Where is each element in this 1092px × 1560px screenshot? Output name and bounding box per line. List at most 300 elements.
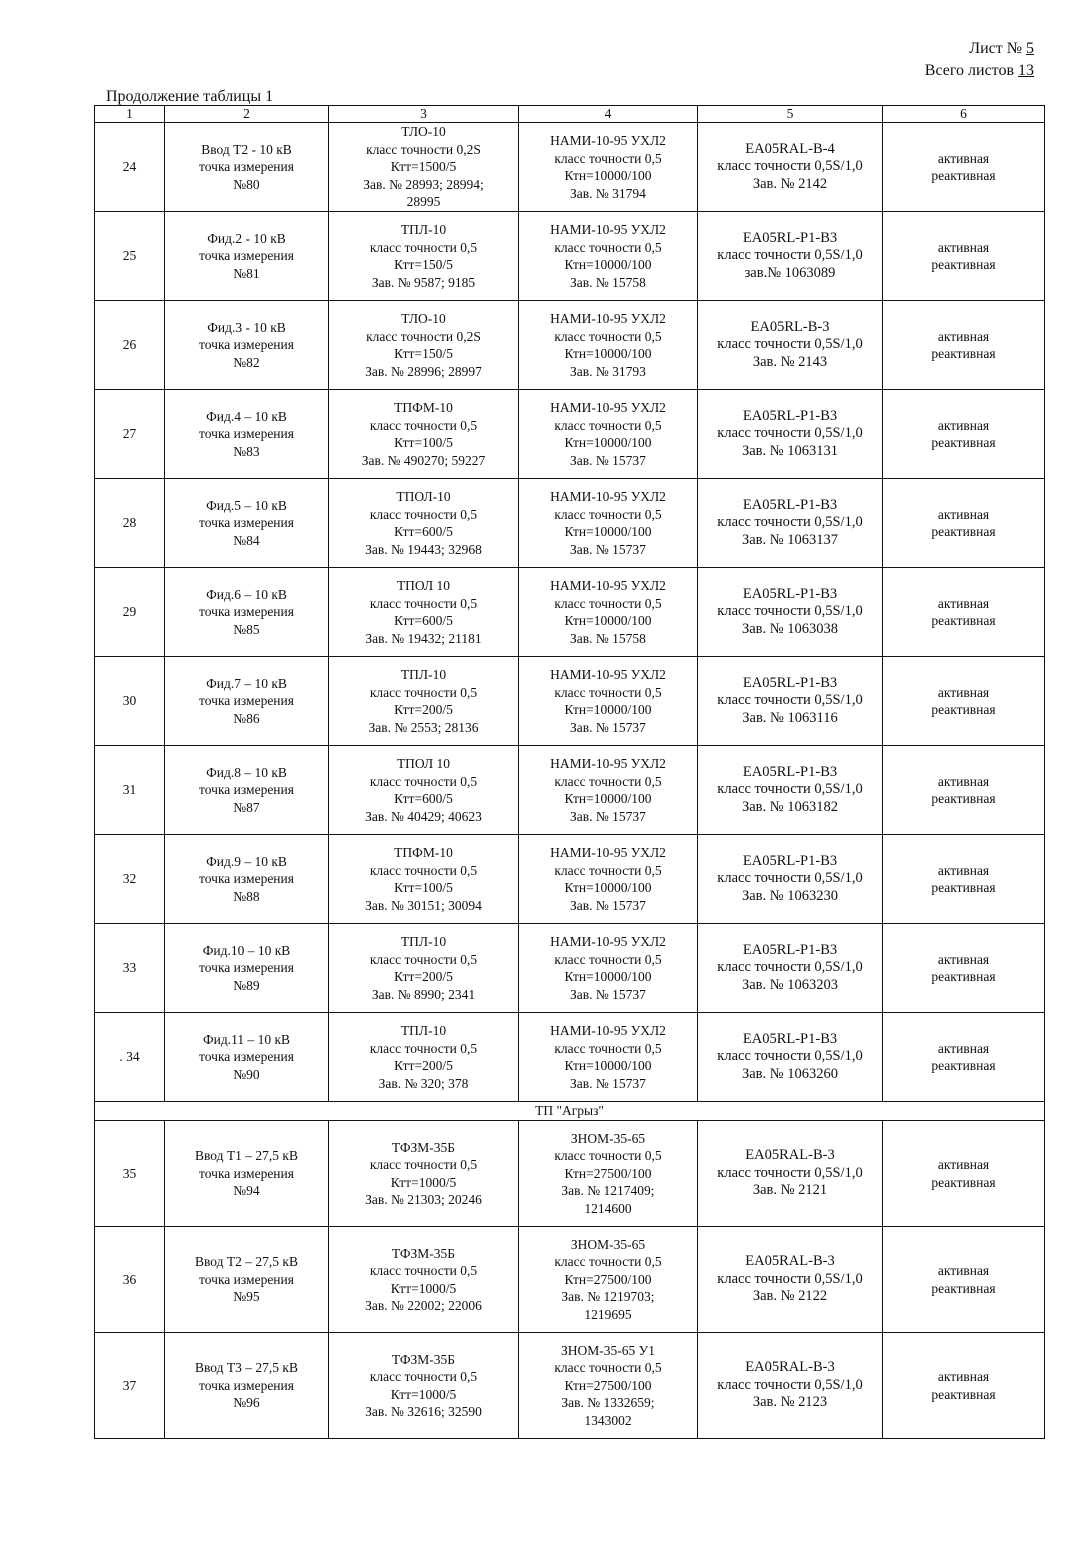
energy-type-line: активная (937, 1040, 990, 1056)
voltage-transformer-line: Ктн=27500/100 (564, 1271, 652, 1287)
meter-line: EA05RL-P1-B3 (742, 941, 838, 958)
measurement-point-cell (165, 1227, 329, 1333)
measurement-point-line: точка измерения (199, 871, 294, 887)
measurement-point-cell (165, 835, 329, 924)
table-body-main (95, 123, 1045, 1102)
energy-type-line: реактивная (931, 880, 996, 895)
table-body-section (95, 1102, 1045, 1121)
current-transformer-line: Зав. № 28996; 28997 (365, 363, 482, 379)
voltage-transformer-cell (519, 835, 698, 924)
current-transformer-cell (329, 1333, 519, 1439)
measurement-point-line: точка измерения (199, 337, 294, 353)
voltage-transformer-line: Зав. № 15737 (570, 808, 646, 824)
table-row (95, 835, 1045, 924)
current-transformer-cell (329, 1121, 519, 1227)
energy-type-line: активная (937, 1263, 990, 1278)
meter-line: зав.№ 1063089 (744, 264, 836, 281)
measurement-point-line: точка измерения (199, 159, 294, 175)
current-transformer-line: Ктт=200/5 (394, 969, 453, 984)
meter-line: класс точности 0,5S/1,0 (717, 336, 863, 353)
measurement-point-line: №95 (233, 1289, 260, 1305)
meter-line: EA05RAL-B-3 (745, 1359, 835, 1376)
voltage-transformer-line: 1214600 (584, 1200, 632, 1216)
current-transformer-line: Зав. № 490270; 59227 (361, 452, 486, 468)
column-header: 3 (329, 106, 519, 123)
voltage-transformer-cell (519, 657, 698, 746)
current-transformer-line: класс точности 0,5 (369, 684, 478, 700)
table-row (95, 746, 1045, 835)
column-header: 2 (165, 106, 329, 123)
table-row (95, 1333, 1045, 1439)
energy-type-line: реактивная (931, 969, 996, 984)
current-transformer-cell (329, 1013, 519, 1102)
measurement-point-line: Ввод Т2 - 10 кВ (201, 141, 292, 157)
measurement-point-line: точка измерения (199, 782, 294, 798)
current-transformer-line: ТПОЛ 10 (396, 756, 451, 771)
measurement-point-cell (165, 1333, 329, 1439)
section-row (95, 1102, 1045, 1121)
voltage-transformer-line: Зав. № 15737 (570, 897, 646, 913)
current-transformer-line: класс точности 0,5 (369, 1157, 478, 1172)
energy-type-cell (883, 924, 1045, 1013)
sheet-header (925, 38, 1034, 82)
energy-type-line: реактивная (931, 524, 996, 539)
current-transformer-line: ТПФМ-10 (394, 845, 453, 860)
meter-line: класс точности 0,5S/1,0 (717, 1048, 863, 1065)
current-transformer-cell (329, 568, 519, 657)
meter-line: класс точности 0,5S/1,0 (717, 425, 863, 442)
current-transformer-line: Ктт=200/5 (394, 1058, 453, 1073)
voltage-transformer-line: Ктн=10000/100 (564, 1058, 652, 1073)
energy-type-line: активная (937, 239, 990, 255)
row-number: 24 (95, 123, 165, 212)
current-transformer-line: Ктт=600/5 (394, 791, 453, 806)
voltage-transformer-line: 1219695 (584, 1306, 632, 1322)
voltage-transformer-line: класс точности 0,5 (554, 1148, 662, 1164)
current-transformer-line: Зав. № 32616; 32590 (365, 1404, 482, 1419)
meter-line: Зав. № 2122 (752, 1288, 828, 1305)
meter-line: класс точности 0,5S/1,0 (717, 1164, 863, 1181)
current-transformer-line: класс точности 0,5 (369, 1263, 478, 1278)
current-transformer-cell (329, 657, 519, 746)
meter-line: Зав. № 1063203 (741, 976, 838, 993)
row-number: 27 (95, 390, 165, 479)
meter-line: класс точности 0,5S/1,0 (717, 1270, 863, 1287)
voltage-transformer-line: класс точности 0,5 (554, 951, 662, 967)
measurement-point-line: Фид.7 – 10 кВ (206, 675, 287, 691)
current-transformer-line: Ктт=1000/5 (390, 1386, 457, 1402)
energy-type-line: реактивная (931, 257, 996, 272)
energy-type-line: активная (937, 506, 990, 522)
row-number: 26 (95, 301, 165, 390)
voltage-transformer-cell (519, 212, 698, 301)
voltage-transformer-line: НАМИ-10-95 УХЛ2 (550, 578, 666, 593)
energy-type-cell (883, 1121, 1045, 1227)
energy-type-line: реактивная (931, 1386, 996, 1402)
row-number: 37 (95, 1333, 165, 1439)
current-transformer-line: класс точности 0,5 (369, 862, 478, 878)
meter-cell (698, 390, 883, 479)
energy-type-cell (883, 568, 1045, 657)
current-transformer-line: ТПЛ-10 (400, 222, 447, 237)
measurement-point-line: Фид.9 – 10 кВ (206, 853, 287, 869)
measurement-point-line: №90 (233, 1066, 260, 1082)
current-transformer-line: ТФЗМ-35Б (391, 1351, 456, 1367)
voltage-transformer-line: класс точности 0,5 (554, 773, 662, 789)
voltage-transformer-line: Ктн=10000/100 (564, 435, 652, 450)
energy-type-line: активная (937, 328, 990, 344)
row-number: 31 (95, 746, 165, 835)
table-row (95, 568, 1045, 657)
energy-type-line: активная (937, 773, 990, 789)
voltage-transformer-line: НАМИ-10-95 УХЛ2 (550, 311, 666, 326)
voltage-transformer-line: ЗНОМ-35-65 (570, 1236, 646, 1252)
measurement-point-line: Фид.11 – 10 кВ (202, 1031, 291, 1047)
measurement-point-line: №82 (233, 354, 260, 370)
energy-type-cell (883, 212, 1045, 301)
voltage-transformer-line: Зав. № 15758 (570, 630, 646, 646)
measurement-point-line: точка измерения (199, 604, 294, 620)
meter-cell (698, 479, 883, 568)
voltage-transformer-line: Ктн=10000/100 (564, 257, 652, 272)
measurement-point-line: точка измерения (199, 515, 294, 531)
voltage-transformer-line: Зав. № 15737 (570, 541, 646, 557)
energy-type-line: активная (937, 862, 990, 878)
meter-line: EA05RL-P1-B3 (742, 585, 838, 602)
voltage-transformer-line: Зав. № 1332659; (561, 1395, 655, 1411)
measurement-point-line: точка измерения (199, 248, 294, 264)
table-row (95, 657, 1045, 746)
measurement-point-line: №85 (233, 621, 260, 637)
table-row (95, 479, 1045, 568)
energy-type-line: активная (937, 417, 990, 433)
current-transformer-line: ТПЛ-10 (400, 934, 447, 949)
voltage-transformer-line: Ктн=10000/100 (564, 880, 652, 895)
current-transformer-cell (329, 479, 519, 568)
meter-cell (698, 1121, 883, 1227)
voltage-transformer-line: Зав. № 15737 (570, 719, 646, 735)
current-transformer-cell (329, 301, 519, 390)
energy-type-cell (883, 1227, 1045, 1333)
measurement-point-line: №83 (233, 443, 260, 459)
meter-cell (698, 657, 883, 746)
voltage-transformer-line: НАМИ-10-95 УХЛ2 (550, 934, 666, 949)
measurement-point-cell (165, 212, 329, 301)
table-caption: Продолжение таблицы 1 (106, 88, 274, 105)
measurement-point-line: №84 (233, 532, 260, 548)
measurement-point-cell (165, 123, 329, 212)
measurement-point-line: Фид.2 - 10 кВ (207, 230, 286, 246)
current-transformer-line: класс точности 0,5 (369, 1369, 478, 1384)
current-transformer-line: Ктт=1500/5 (390, 159, 457, 175)
energy-type-line: активная (937, 684, 990, 700)
measurement-point-line: №88 (233, 888, 260, 904)
meter-cell (698, 924, 883, 1013)
meter-cell (698, 301, 883, 390)
table-row (95, 924, 1045, 1013)
meter-line: Зав. № 2121 (752, 1182, 828, 1199)
row-number: 36 (95, 1227, 165, 1333)
energy-type-cell (883, 479, 1045, 568)
current-transformer-line: класс точности 0,5 (369, 595, 478, 611)
measurement-point-line: Фид.3 - 10 кВ (207, 319, 286, 335)
energy-type-line: реактивная (931, 1058, 996, 1073)
measurement-point-line: Ввод Т3 – 27,5 кВ (195, 1360, 298, 1376)
current-transformer-line: Зав. № 320; 378 (378, 1075, 469, 1091)
column-header: 1 (95, 106, 165, 123)
current-transformer-line: ТПОЛ 10 (396, 578, 451, 593)
energy-type-line: активная (937, 595, 990, 611)
measurement-point-cell (165, 657, 329, 746)
current-transformer-line: ТФЗМ-35Б (391, 1245, 456, 1261)
row-number: 25 (95, 212, 165, 301)
measurement-point-cell (165, 1121, 329, 1227)
row-number: 33 (95, 924, 165, 1013)
voltage-transformer-line: НАМИ-10-95 УХЛ2 (550, 133, 666, 148)
measurement-table (94, 105, 1045, 1439)
voltage-transformer-line: Ктн=10000/100 (564, 168, 652, 183)
voltage-transformer-line: Зав. № 1219703; (561, 1289, 655, 1305)
measurement-point-line: №94 (233, 1183, 260, 1199)
voltage-transformer-line: Ктн=10000/100 (564, 702, 652, 717)
energy-type-cell (883, 1333, 1045, 1439)
energy-type-line: реактивная (931, 168, 996, 183)
meter-line: Зав. № 2142 (752, 175, 828, 192)
meter-line: EA05RAL-B-3 (745, 1253, 835, 1270)
meter-line: EA05RL-P1-B3 (742, 763, 838, 780)
row-number: 32 (95, 835, 165, 924)
meter-line: EA05RL-P1-B3 (742, 852, 838, 869)
meter-line: EA05RAL-B-4 (745, 140, 835, 157)
meter-line: Зав. № 1063038 (741, 620, 838, 637)
current-transformer-line: класс точности 0,2S (366, 141, 481, 157)
current-transformer-line: Зав. № 22002; 22006 (365, 1298, 482, 1313)
table-row (95, 212, 1045, 301)
table-body-agryz (95, 1121, 1045, 1439)
current-transformer-cell (329, 1227, 519, 1333)
current-transformer-line: класс точности 0,5 (369, 506, 478, 522)
current-transformer-cell (329, 746, 519, 835)
table-row (95, 301, 1045, 390)
current-transformer-line: ТЛО-10 (401, 311, 446, 326)
meter-line: Зав. № 2123 (752, 1394, 828, 1411)
energy-type-cell (883, 835, 1045, 924)
measurement-point-line: точка измерения (199, 960, 294, 976)
column-header: 4 (519, 106, 698, 123)
current-transformer-cell (329, 835, 519, 924)
energy-type-line: реактивная (931, 613, 996, 628)
measurement-point-line: Ввод Т1 – 27,5 кВ (195, 1148, 298, 1164)
measurement-point-line: точка измерения (199, 693, 294, 709)
sheet-total-line (925, 60, 1034, 82)
measurement-point-cell (165, 568, 329, 657)
measurement-point-line: №87 (233, 799, 260, 815)
measurement-point-cell (165, 924, 329, 1013)
current-transformer-line: Зав. № 8990; 2341 (371, 986, 476, 1002)
voltage-transformer-cell (519, 1121, 698, 1227)
current-transformer-line: Зав. № 28993; 28994; (363, 176, 484, 192)
meter-cell (698, 746, 883, 835)
sheet-total: 13 (1018, 62, 1034, 79)
current-transformer-line: класс точности 0,5 (369, 239, 478, 255)
current-transformer-line: ТЛО-10 (401, 124, 446, 140)
voltage-transformer-line: Зав. № 1217409; (561, 1183, 655, 1199)
voltage-transformer-line: Зав. № 31793 (570, 363, 646, 379)
voltage-transformer-line: класс точности 0,5 (554, 1360, 662, 1376)
voltage-transformer-cell (519, 924, 698, 1013)
meter-cell (698, 212, 883, 301)
measurement-point-cell (165, 479, 329, 568)
sheet-number-line (925, 38, 1034, 60)
current-transformer-line: Зав. № 40429; 40623 (365, 808, 482, 824)
meter-line: класс точности 0,5S/1,0 (717, 603, 863, 620)
table-row (95, 1227, 1045, 1333)
current-transformer-line: Ктт=1000/5 (390, 1174, 457, 1190)
voltage-transformer-line: Зав. № 31794 (570, 185, 646, 201)
current-transformer-cell (329, 212, 519, 301)
column-header: 6 (883, 106, 1045, 123)
energy-type-cell (883, 657, 1045, 746)
voltage-transformer-cell (519, 123, 698, 212)
meter-line: EA05RL-B-3 (750, 318, 830, 335)
measurement-point-line: точка измерения (199, 1049, 294, 1065)
voltage-transformer-cell (519, 390, 698, 479)
voltage-transformer-line: Ктн=10000/100 (564, 791, 652, 806)
meter-line: класс точности 0,5S/1,0 (717, 870, 863, 887)
measurement-point-line: Фид.6 – 10 кВ (206, 586, 287, 602)
voltage-transformer-line: Зав. № 15737 (570, 986, 646, 1002)
meter-line: класс точности 0,5S/1,0 (717, 692, 863, 709)
measurement-point-line: точка измерения (199, 1377, 294, 1393)
meter-line: EA05RL-P1-B3 (742, 407, 838, 424)
table-row (95, 390, 1045, 479)
energy-type-cell (883, 123, 1045, 212)
measurement-point-cell (165, 390, 329, 479)
voltage-transformer-cell (519, 1227, 698, 1333)
current-transformer-line: ТПЛ-10 (400, 1023, 447, 1038)
energy-type-line: реактивная (931, 702, 996, 717)
row-number: 35 (95, 1121, 165, 1227)
voltage-transformer-line: НАМИ-10-95 УХЛ2 (550, 667, 666, 682)
meter-line: EA05RL-P1-B3 (742, 1030, 838, 1047)
measurement-point-line: Фид.4 – 10 кВ (206, 408, 287, 424)
voltage-transformer-line: НАМИ-10-95 УХЛ2 (550, 489, 666, 504)
voltage-transformer-line: ЗНОМ-35-65 (570, 1130, 646, 1146)
voltage-transformer-line: Ктн=10000/100 (564, 969, 652, 984)
measurement-point-line: точка измерения (199, 426, 294, 442)
voltage-transformer-cell (519, 568, 698, 657)
current-transformer-line: ТПОЛ-10 (396, 489, 451, 504)
row-number: . 34 (95, 1013, 165, 1102)
voltage-transformer-line: класс точности 0,5 (554, 684, 662, 700)
current-transformer-line: Зав. № 21303; 20246 (365, 1192, 482, 1207)
measurement-point-line: точка измерения (199, 1271, 294, 1287)
voltage-transformer-cell (519, 1013, 698, 1102)
meter-line: класс точности 0,5S/1,0 (717, 247, 863, 264)
voltage-transformer-cell (519, 301, 698, 390)
column-header: 5 (698, 106, 883, 123)
measurement-point-line: №86 (233, 710, 260, 726)
current-transformer-line: Зав. № 2553; 28136 (368, 719, 479, 735)
row-number: 30 (95, 657, 165, 746)
meter-line: EA05RL-P1-B3 (742, 674, 838, 691)
current-transformer-cell (329, 390, 519, 479)
current-transformer-line: Ктт=150/5 (394, 346, 453, 361)
energy-type-line: активная (937, 150, 990, 166)
energy-type-line: активная (937, 951, 990, 967)
measurement-point-cell (165, 746, 329, 835)
current-transformer-line: класс точности 0,5 (369, 951, 478, 967)
energy-type-line: активная (937, 1157, 990, 1172)
measurement-point-line: Фид.8 – 10 кВ (206, 764, 287, 780)
voltage-transformer-line: класс точности 0,5 (554, 862, 662, 878)
current-transformer-line: Ктт=600/5 (394, 613, 453, 628)
meter-cell (698, 1013, 883, 1102)
voltage-transformer-line: класс точности 0,5 (554, 239, 662, 255)
voltage-transformer-cell (519, 479, 698, 568)
measurement-point-cell (165, 301, 329, 390)
current-transformer-line: 28995 (406, 194, 441, 210)
measurement-point-line: Фид.5 – 10 кВ (206, 497, 287, 513)
table-row (95, 1013, 1045, 1102)
voltage-transformer-line: НАМИ-10-95 УХЛ2 (550, 222, 666, 237)
energy-type-line: реактивная (931, 791, 996, 806)
voltage-transformer-line: НАМИ-10-95 УХЛ2 (550, 400, 666, 415)
meter-line: класс точности 0,5S/1,0 (717, 1376, 863, 1393)
energy-type-cell (883, 746, 1045, 835)
meter-line: Зав. № 1063230 (741, 887, 838, 904)
meter-line: класс точности 0,5S/1,0 (717, 781, 863, 798)
energy-type-line: реактивная (931, 1280, 996, 1296)
meter-line: класс точности 0,5S/1,0 (717, 158, 863, 175)
sheet-total-label: Всего листов (924, 62, 1014, 79)
meter-line: Зав. № 1063116 (742, 709, 838, 726)
voltage-transformer-line: класс точности 0,5 (554, 417, 662, 433)
voltage-transformer-cell (519, 746, 698, 835)
measurement-point-line: №96 (233, 1395, 260, 1411)
sheet-label: Лист № (969, 40, 1022, 57)
table-row (95, 123, 1045, 212)
energy-type-line: реактивная (931, 1174, 996, 1190)
table-header-row (95, 106, 1045, 123)
meter-line: класс точности 0,5S/1,0 (717, 959, 863, 976)
voltage-transformer-line: НАМИ-10-95 УХЛ2 (550, 756, 666, 771)
voltage-transformer-line: 1343002 (584, 1412, 632, 1428)
voltage-transformer-line: НАМИ-10-95 УХЛ2 (550, 1023, 666, 1038)
voltage-transformer-line: Ктн=10000/100 (564, 524, 652, 539)
voltage-transformer-line: класс точности 0,5 (554, 506, 662, 522)
voltage-transformer-line: Зав. № 15758 (570, 274, 646, 290)
meter-cell (698, 1227, 883, 1333)
voltage-transformer-line: Ктн=27500/100 (564, 1165, 652, 1181)
voltage-transformer-line: Зав. № 15737 (570, 452, 646, 468)
current-transformer-line: Ктт=1000/5 (390, 1280, 457, 1296)
meter-cell (698, 1333, 883, 1439)
voltage-transformer-line: Ктн=10000/100 (564, 613, 652, 628)
voltage-transformer-line: класс точности 0,5 (554, 1254, 662, 1270)
current-transformer-line: Ктт=100/5 (394, 435, 453, 450)
voltage-transformer-line: класс точности 0,5 (554, 1040, 662, 1056)
meter-cell (698, 568, 883, 657)
current-transformer-line: Ктт=100/5 (394, 880, 453, 895)
row-number: 28 (95, 479, 165, 568)
current-transformer-line: Зав. № 19443; 32968 (365, 541, 482, 557)
energy-type-line: реактивная (931, 435, 996, 450)
current-transformer-cell (329, 123, 519, 212)
table-row (95, 1121, 1045, 1227)
voltage-transformer-line: класс точности 0,5 (554, 150, 662, 166)
measurement-point-line: №81 (233, 265, 260, 281)
